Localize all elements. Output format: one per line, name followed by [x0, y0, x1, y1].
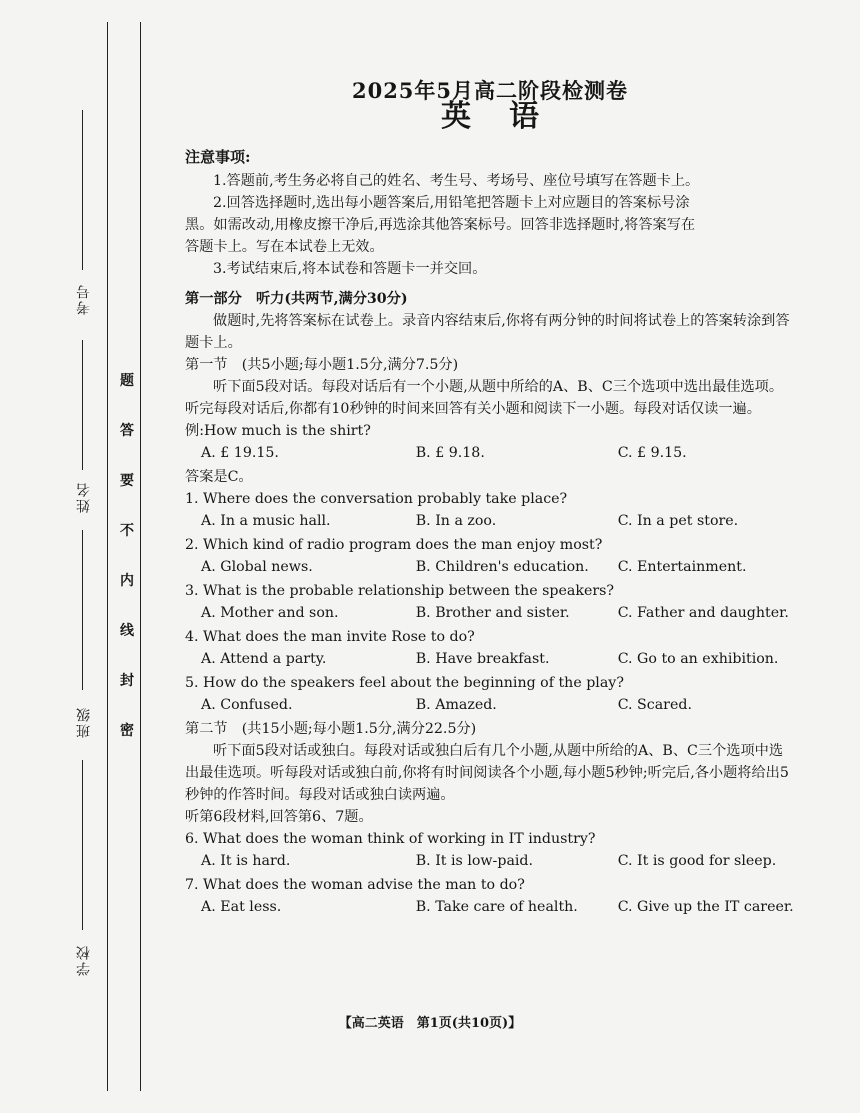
example-options	[185, 442, 795, 464]
question-6: 6. What does the woman think of working in IT industry?	[185, 831, 596, 847]
option-b: B. Brother and sister.	[415, 605, 570, 621]
notice-item: 3.考试结束后,将本试卷和答题卡一并交回。	[213, 261, 487, 277]
name-line	[82, 340, 83, 470]
option-b: B. £ 9.18.	[415, 445, 485, 461]
exam-title: 2025年5月高二阶段检测卷	[351, 78, 629, 103]
question-1: 1. Where does the conversation probably take place?	[185, 491, 568, 507]
part1-title: 第一部分 听力(共两节,满分30分)	[185, 291, 408, 307]
section1-intro: 听下面5段对话。每段对话后有一个小题,从题中所给的A、B、C三个选项中选出最佳选项。听完每段对话后,你都有10秒钟的时间来回答有关小题和阅读下一小题。每段对话仅读一遍。	[185, 379, 784, 417]
question-5: 5. How do the speakers feel about the beginning of the play?	[185, 675, 624, 691]
option-b: B. Have breakfast.	[415, 651, 550, 667]
seal-char: 内	[120, 573, 134, 589]
seal-char: 答	[120, 423, 134, 439]
option-a: A. Confused.	[201, 697, 293, 713]
example-question: 例:How much is the shirt?	[185, 423, 371, 439]
binding-margin	[0, 0, 142, 1113]
option-a: A. £ 19.15.	[201, 445, 279, 461]
exam-number-line	[82, 110, 83, 270]
notice-item: 答题卡上。写在本试卷上无效。	[185, 239, 384, 255]
part1-intro: 做题时,先将答案标在试卷上。录音内容结束后,你将有两分钟的时间将试卷上的答案转涂到答题卡上。	[185, 313, 790, 351]
question-1-options	[185, 510, 795, 532]
exam-content	[185, 80, 795, 920]
exam-number-field	[74, 283, 94, 315]
margin-line-left	[107, 22, 108, 1091]
option-c: C. Give up the IT career.	[617, 899, 794, 915]
notice-item: 2.回答选择题时,选出每小题答案后,用铅笔把答题卡上对应题目的答案标号涂	[213, 195, 690, 211]
seal-char: 题	[120, 373, 134, 389]
question-4-options	[185, 648, 795, 670]
question-2: 2. Which kind of radio program does the man enjoy most?	[185, 537, 603, 553]
question-2-options	[185, 556, 795, 578]
option-c: C. Go to an exhibition.	[617, 651, 779, 667]
section1-title: 第一节 (共5小题;每小题1.5分,满分7.5分)	[185, 357, 459, 373]
material-6-label: 听第6段材料,回答第6、7题。	[185, 809, 373, 825]
option-c: C. It is good for sleep.	[617, 853, 777, 869]
option-a: A. Global news.	[201, 559, 313, 575]
option-c: C. Scared.	[617, 697, 692, 713]
question-4: 4. What does the man invite Rose to do?	[185, 629, 475, 645]
page-footer: 【高二英语 第1页(共10页)】	[338, 1016, 522, 1031]
notice-item: 黑。如需改动,用橡皮擦干净后,再选涂其他答案标号。回答非选择题时,将答案写在	[185, 217, 696, 233]
option-b: B. Amazed.	[415, 697, 497, 713]
notice-item: 1.答题前,考生务必将自己的姓名、考生号、考场号、座位号填写在答题卡上。	[213, 173, 700, 189]
class-line	[82, 530, 83, 690]
school-line	[82, 760, 83, 930]
example-answer: 答案是C。	[185, 469, 253, 485]
subject-title: 英语	[441, 99, 577, 134]
seal-char: 不	[120, 523, 134, 539]
option-a: A. Attend a party.	[201, 651, 327, 667]
question-3: 3. What is the probable relationship between the speakers?	[185, 583, 615, 599]
exam-number-label: 考号	[76, 283, 92, 315]
option-c: C. £ 9.15.	[617, 445, 687, 461]
option-a: A. Eat less.	[201, 899, 282, 915]
section2-title: 第二节 (共15小题;每小题1.5分,满分22.5分)	[185, 721, 477, 737]
option-b: B. In a zoo.	[415, 513, 497, 529]
seal-line-text	[118, 370, 136, 770]
class-label: 班级	[76, 706, 92, 738]
question-3-options	[185, 602, 795, 624]
question-7-options	[185, 896, 795, 918]
option-b: B. Children's education.	[415, 559, 589, 575]
section2-intro: 听下面5段对话或独白。每段对话或独白后有几个小题,从题中所给的A、B、C三个选项中选出最佳选项。听每段对话或独白前,你将有时间阅读各个小题,每小题5秒钟;听完后,各小题将给出5秒钟的作答时间。每段对话或独白读两遍。	[185, 743, 789, 803]
seal-char: 要	[120, 473, 134, 489]
option-a: A. Mother and son.	[201, 605, 339, 621]
option-c: C. Entertainment.	[617, 559, 747, 575]
option-c: C. In a pet store.	[617, 513, 739, 529]
seal-char: 封	[120, 673, 134, 689]
question-6-options	[185, 850, 795, 872]
option-b: B. Take care of health.	[415, 899, 578, 915]
seal-char: 线	[120, 623, 134, 639]
seal-char: 密	[120, 723, 134, 739]
class-field	[74, 706, 94, 738]
name-label: 姓名	[76, 481, 92, 513]
option-a: A. It is hard.	[201, 853, 291, 869]
name-field	[74, 481, 94, 513]
notice-heading: 注意事项:	[185, 148, 251, 166]
question-7: 7. What does the woman advise the man to do?	[185, 877, 525, 893]
margin-line-right	[140, 22, 141, 1091]
school-label: 学校	[76, 944, 92, 976]
option-c: C. Father and daughter.	[617, 605, 789, 621]
option-b: B. It is low-paid.	[415, 853, 534, 869]
school-field	[74, 944, 94, 976]
question-5-options	[185, 694, 795, 716]
option-a: A. In a music hall.	[201, 513, 331, 529]
